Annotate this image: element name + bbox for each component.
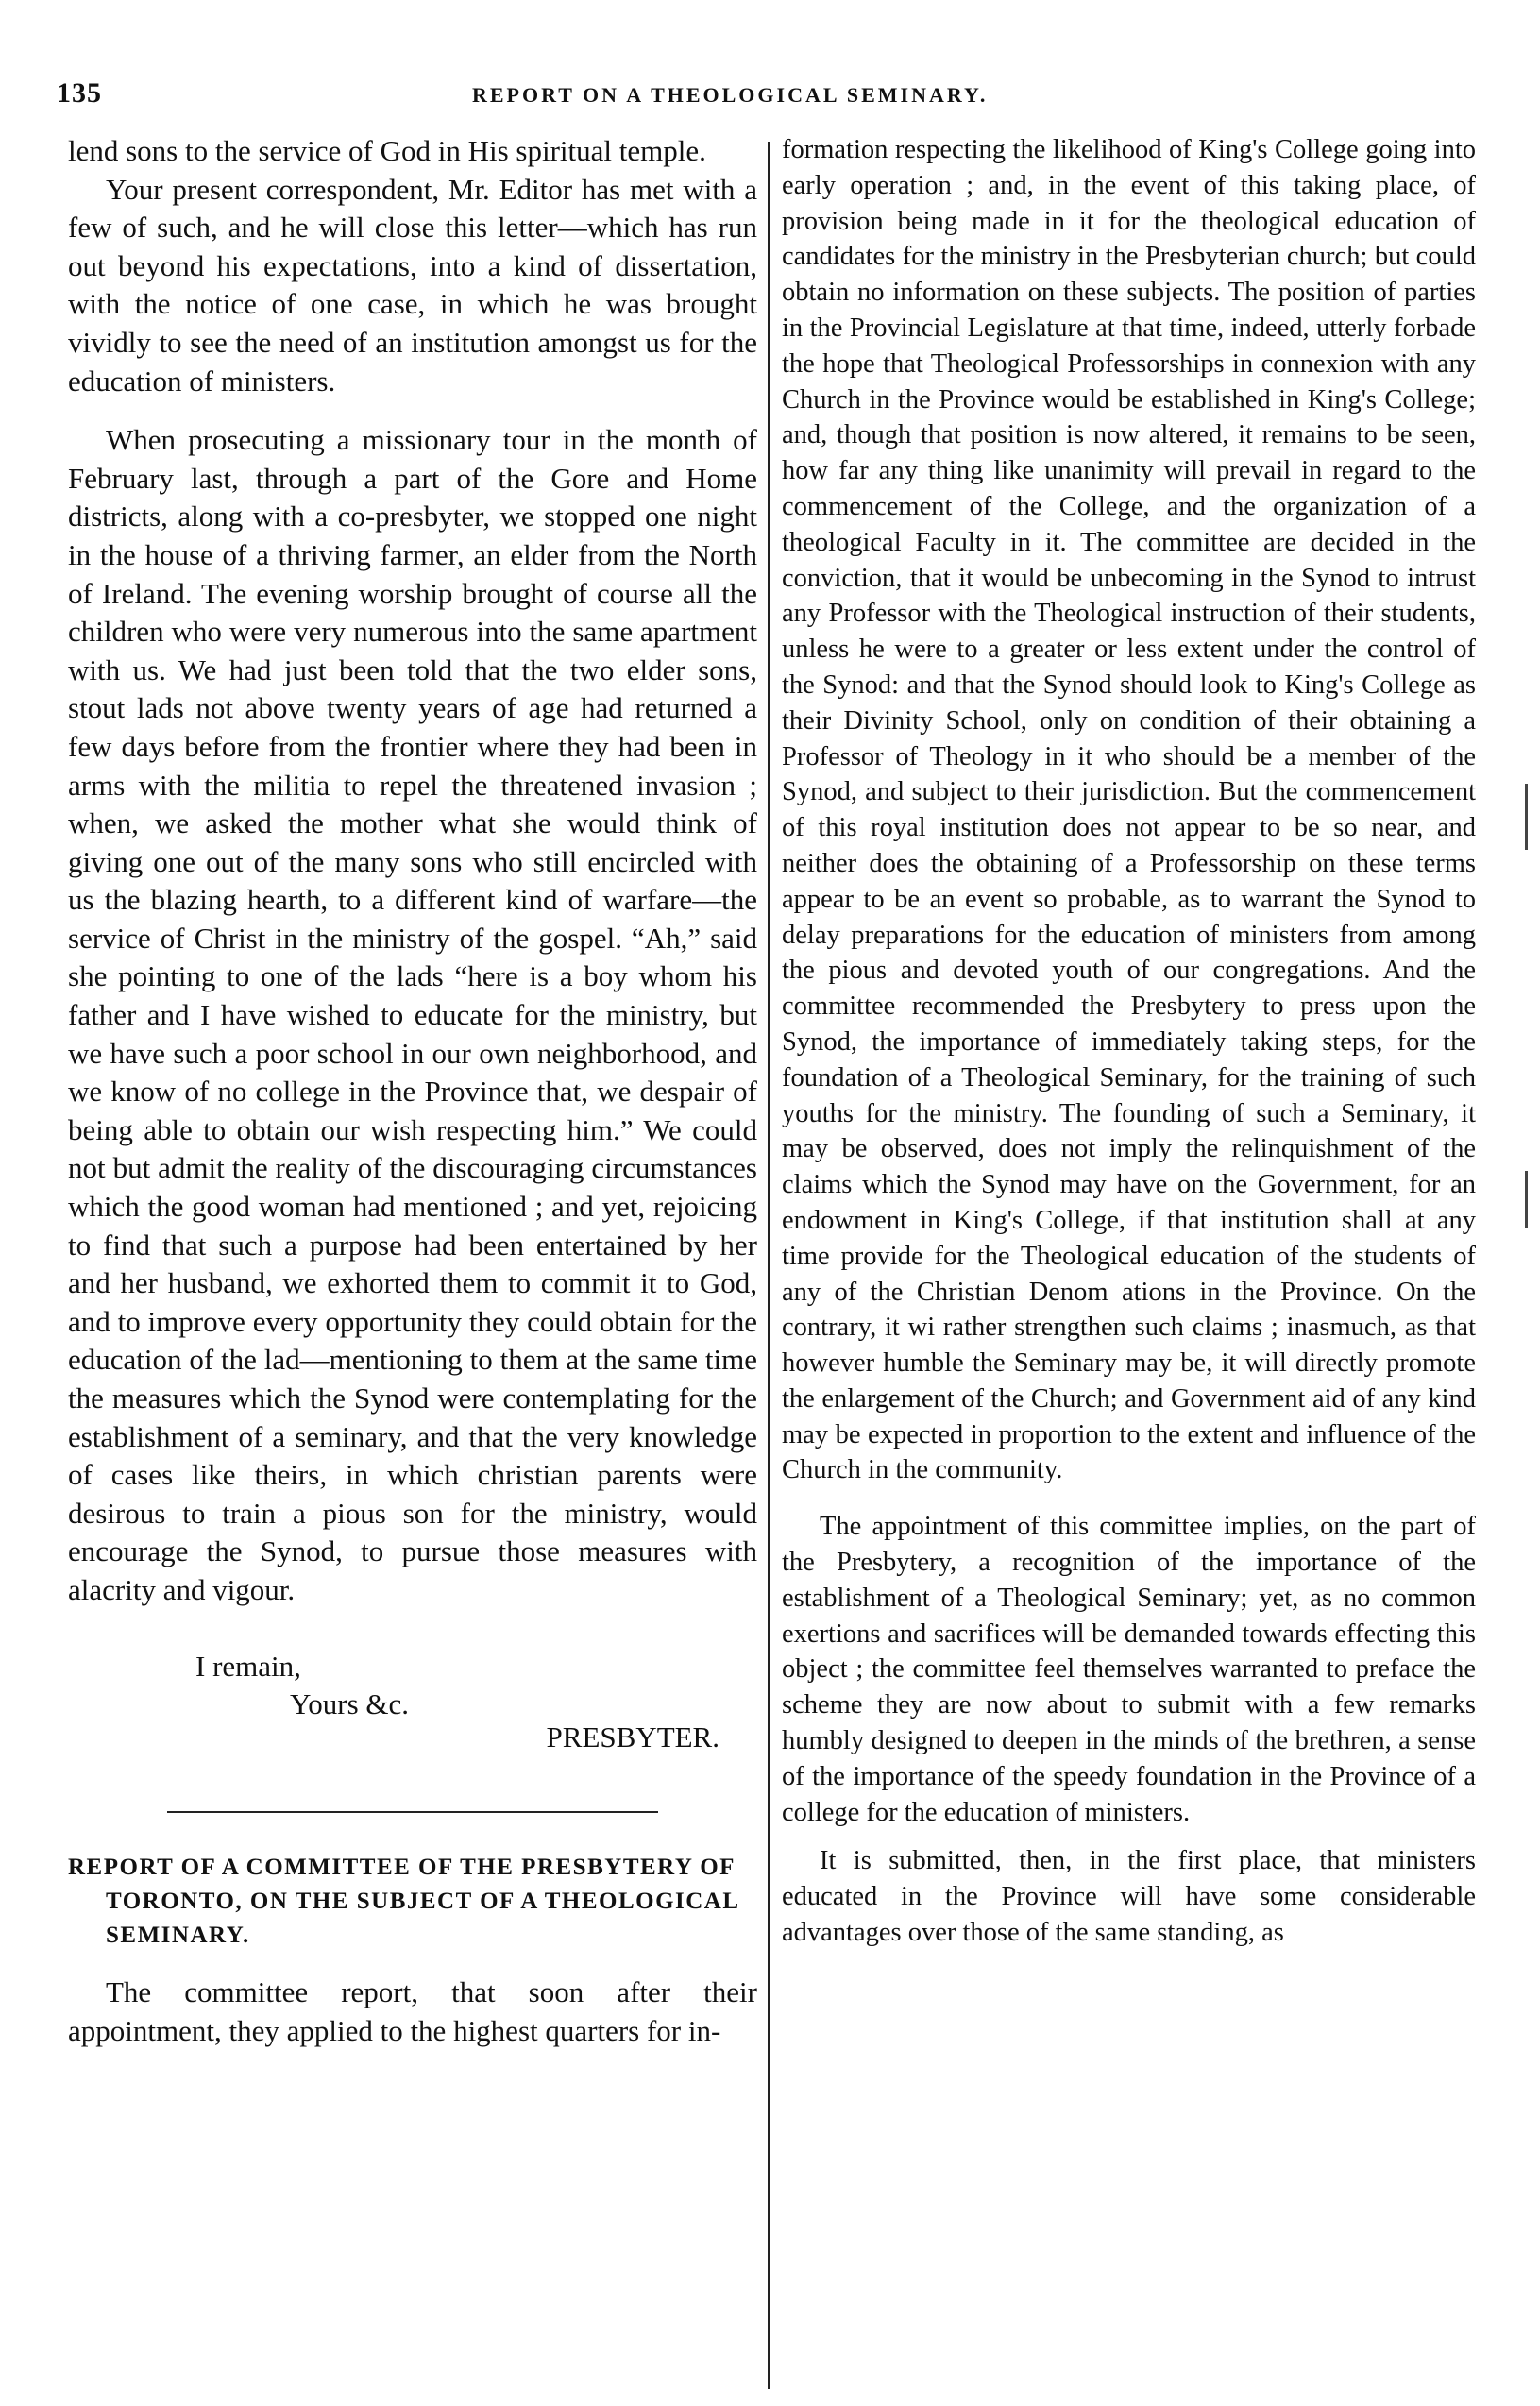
signature: PRESBYTER. [546,1720,719,1754]
right-column [782,132,1476,1951]
right-paragraph-2: The appointment of this committee implies, on the part of the Presbytery, a recognition of the importance of the establishment of a Theological Seminary; yet, as no common exertions and sacrifices will be demanded towards effecting this object ; the committee feel themselves warranted to preface the scheme they are now about to submit with a few remarks humbly designed to deepen in the minds of the brethren, a sense of the importance of the speedy foundation in the Province of a college for the education of ministers. [782,1512,1476,1827]
section-divider [167,1811,658,1813]
running-title: REPORT ON A THEOLOGICAL SEMINARY. [472,83,989,107]
page-number: 135 [57,77,102,109]
scan-edge-mark [1525,784,1528,850]
scan-edge-mark [1525,1171,1528,1228]
report-heading: REPORT OF A COMMITTEE OF THE PRESBYTERY OF TORONTO, ON THE SUBJECT OF A THEOLOGICAL SEMINARY. [68,1855,739,1949]
column-rule [768,142,770,2389]
closing-line-1: I remain, [195,1649,301,1683]
right-paragraph-3: It is submitted, then, in the first place, that ministers educated in the Province will have some considerable advantages over those of the same standing, as [782,1846,1476,1948]
page-header [57,77,1473,115]
left-paragraph-4: The committee report, that soon after their appointment, they applied to the highest quarters for in- [68,1975,757,2047]
left-paragraph-3: When prosecuting a missionary tour in the month of February last, through a part of the Gore and Home districts, along with a co-presbyter, we stopped one night in the house of a thriving farmer, an elder from the North of Ireland. The evening worship brought of course all the children who were very numerous into the same apartment with us. We had just been told that the two elder sons, stout lads not above twenty years of age had returned a few days before from the frontier where they had been in arms with the militia to repel the threatened invasion ; when, we asked the mother what she would think of giving one out of the many sons who still encircled with us the blazing hearth, to a different kind of warfare—the service of Christ in the ministry of the gospel. “Ah,” said she pointing to one of the lads “here is a boy whom his father and I have wished to educate for the ministry, but we have such a poor school in our own neighborhood, and we know of no college in the Province that, we despair of being able to obtain our wish respecting him.” We could not but admit the reality of the discouraging circumstances which the good woman had mentioned ; and yet, rejoicing to find that such a purpose had been entertained by her and her husband, we exhorted them to commit it to God, and to improve every opportunity they could obtain for the education of the lad—mentioning to them at the same time the measures which the Synod were contemplating for the establishment of a seminary, and that the very knowledge of cases like theirs, in which christian parents were desirous to train a pious son for the ministry, would encourage the Synod, to pursue those measures with alacrity and vigour. [68,423,757,1606]
left-column [68,132,757,2051]
closing-line-2: Yours &c. [290,1687,410,1721]
left-paragraph-1: lend sons to the service of God in His spiritual temple. [68,134,706,167]
right-paragraph-1: formation respecting the likelihood of King's College going into early operation ; and, in the event of this taking place, of provision being made in it for the theological education of candidates for the ministry in the Presbyterian church; but could obtain no information on these subjects. The position of parties in the Provincial Legislature at that time, indeed, utterly forbade the hope that Theological Professorships in connexion with any Church in the Province would be established in King's College; and, though that position is now altered, it remains to be seen, how far any thing like unanimity will prevail in regard to the commencement of the College, and the organization of a theological Faculty in it. The committee are decided in the conviction, that it would be unbecoming in the Synod to intrust any Professor with the Theological instruction of their students, unless he were to a greater or less extent under the control of the Synod: and that the Synod should look to King's College as their Divinity School, only on condition of their obtaining a Professor of Theology in it who should be a member of the Synod, and subject to their jurisdiction. But the commencement of this royal institution does not appear to be so near, and neither does the obtaining of a Professorship on these terms appear to be an event so probable, as to warrant the Synod to delay preparations for the education of ministers from among the pious and devoted youth of our congregations. And the committee recommended the Presbytery to press upon the Synod, the importance of immediately taking steps, for the foundation of a Theological Seminary, for the training of such youths for the ministry. The founding of such a Seminary, it may be observed, does not imply the relinquishment of the claims which the Synod may have on the Government, for an endowment in King's College, if that institution shall at any time provide for the Theological education of the students of any of the Christian Denom ations in the Province. On the contrary, it wi rather strengthen such claims ; inasmuch, as that however humble the Seminary may be, it will directly promote the enlargement of the Church; and Government aid of any kind may be expected in proportion to the extent and influence of the Church in the community. [782,135,1476,1485]
left-paragraph-2: Your present correspondent, Mr. Editor has met with a few of such, and he will close this letter—which has run out beyond his expectations, into a kind of dissertation, with the notice of one case, in which he was brought vividly to see the need of an institution amongst us for the education of ministers. [68,172,757,398]
